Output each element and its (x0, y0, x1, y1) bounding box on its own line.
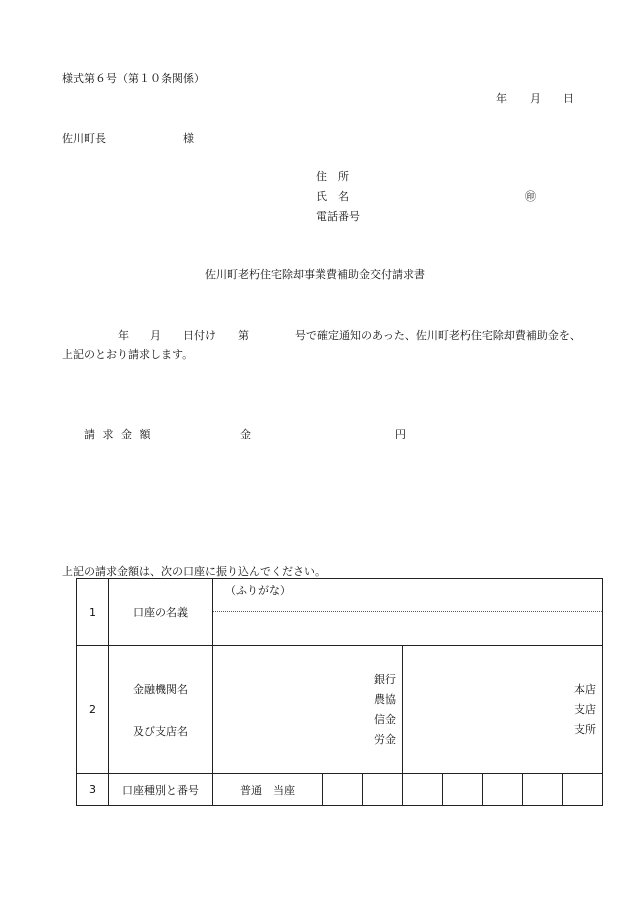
account-digit-4[interactable] (443, 774, 483, 806)
seal-mark: ㊞ (525, 190, 536, 203)
date-day: 日 (563, 92, 574, 105)
date-year: 年 (496, 92, 507, 105)
address-label: 住 所 (316, 170, 349, 183)
account-digit-5[interactable] (483, 774, 523, 806)
name-label: 氏 名 (316, 190, 349, 203)
branch-type-main: 本店 (574, 682, 596, 696)
row3-number: 3 (77, 774, 109, 806)
amount-yen: 円 (395, 428, 406, 441)
amount-kin: 金 (240, 428, 251, 441)
branch-name-cell[interactable] (403, 646, 603, 774)
row2-number: 2 (77, 646, 109, 774)
account-number-row (77, 774, 603, 806)
account-name-label: 口座の名義 (109, 579, 213, 646)
row1-number: 1 (77, 579, 109, 646)
phone-label: 電話番号 (316, 210, 360, 223)
body-no: 第 (238, 329, 249, 342)
form-number: 様式第６号（第１０条関係） (62, 72, 205, 85)
transfer-note: 上記の請求金額は、次の口座に振り込んでください。 (62, 565, 326, 578)
bank-name-cell[interactable] (213, 646, 403, 774)
branch-name-label: 及び支店名 (133, 724, 188, 738)
account-type-cell[interactable]: 普通 当座 (213, 774, 323, 806)
branch-type-branch: 支店 (574, 702, 596, 716)
bank-type-rokin: 労金 (374, 732, 396, 746)
bank-account-table (76, 578, 603, 806)
body-text-line2: 上記のとおり請求します。 (62, 348, 194, 361)
addressee-name: 佐川町長 (62, 132, 106, 145)
addressee-honorific: 様 (183, 132, 194, 145)
bank-type-shinkin: 信金 (374, 712, 396, 726)
account-digit-2[interactable] (363, 774, 403, 806)
account-digit-3[interactable] (403, 774, 443, 806)
bank-type-nokyo: 農協 (374, 692, 396, 706)
account-name-cell[interactable] (213, 579, 603, 646)
body-dated: 日付け (183, 329, 216, 342)
branch-type-office: 支所 (574, 722, 596, 736)
account-name-row (77, 579, 603, 646)
account-digit-6[interactable] (523, 774, 563, 806)
account-type-number-label: 口座種別と番号 (109, 774, 213, 806)
furigana-label: （ふりがな） (225, 584, 291, 597)
account-digit-7[interactable] (563, 774, 603, 806)
bank-type-bank: 銀行 (374, 672, 396, 686)
body-text-line1: 号で確定通知のあった、佐川町老朽住宅除却費補助金を、 (295, 329, 581, 342)
account-digit-1[interactable] (323, 774, 363, 806)
furigana-divider (213, 611, 602, 645)
bank-branch-label (109, 646, 213, 774)
bank-name-label: 金融機関名 (133, 682, 188, 696)
document-title: 佐川町老朽住宅除却事業費補助金交付請求書 (205, 268, 425, 281)
body-month: 月 (150, 329, 161, 342)
body-year: 年 (118, 329, 129, 342)
date-month: 月 (530, 92, 541, 105)
bank-branch-row (77, 646, 603, 774)
amount-label: 請 求 金 額 (84, 428, 153, 441)
